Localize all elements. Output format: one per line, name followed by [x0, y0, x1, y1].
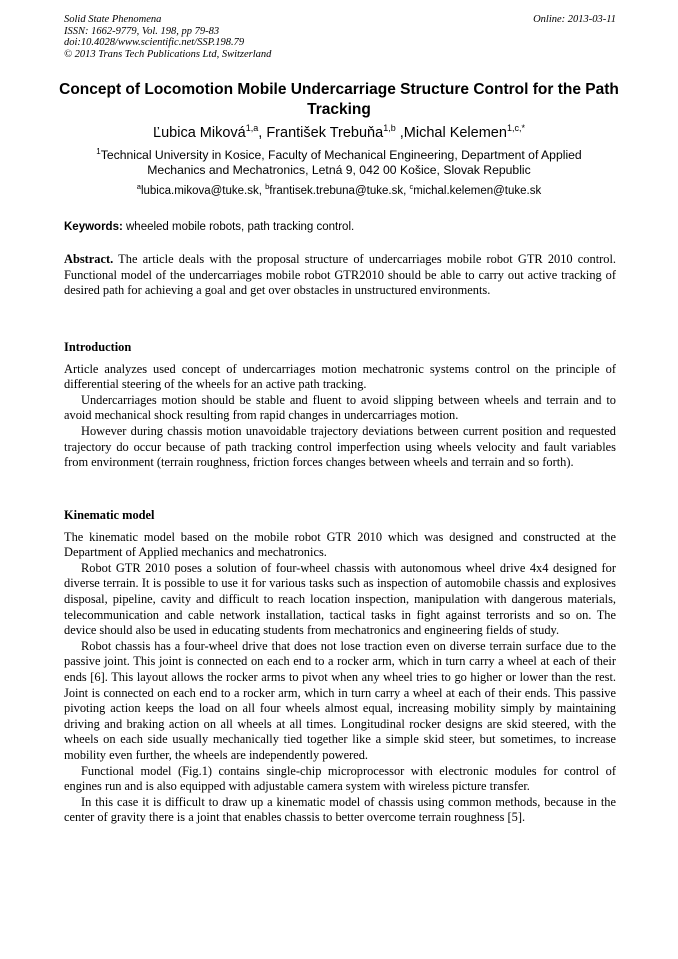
- email-sep: ,: [258, 185, 266, 197]
- author-sup: 1,c,*: [506, 123, 525, 133]
- author-list: [40, 124, 638, 142]
- abstract-section: [64, 252, 616, 299]
- affiliation: [50, 148, 628, 178]
- email-address: frantisek.trebuna@tuke.sk: [269, 185, 404, 197]
- author-name: Ľubica Miková: [153, 125, 246, 141]
- abstract-paragraph: [64, 252, 616, 299]
- keywords-label: Keywords:: [64, 221, 123, 233]
- affiliation-line: Mechanics and Mechatronics, Letná 9, 042 00 Košice, Slovak Republic: [147, 163, 531, 177]
- paragraph: Functional model (Fig.1) contains single-chip microprocessor with electronic modules for control of engines run and is also equipped with adjustable camera system with wireless picture transfer.: [64, 763, 616, 794]
- author-name: Michal Kelemen: [403, 125, 507, 141]
- paragraph: Undercarriages motion should be stable and fluent to avoid slipping between wheels and terrain and to avoid mechanical shock resulting from rapid changes in undercarriages motion.: [64, 392, 616, 423]
- journal-name: Solid State Phenomena: [64, 14, 162, 25]
- paragraph: In this case it is difficult to draw up a kinematic model of chassis using common methods, because in the center of gravity there is a joint that enables chassis to better overcome terrain roughness [5].: [64, 794, 616, 825]
- author-sep: ,: [395, 125, 404, 141]
- paragraph: However during chassis motion unavoidable trajectory deviations between current position and requested trajectory do occur because of path tracking control imperfection using wheels velocity and fault variables from environment (terrain roughness, friction forces changes between wheels and terrain and so forth).: [64, 423, 616, 470]
- email-sup: b: [265, 182, 270, 191]
- section-heading: Introduction: [64, 340, 132, 354]
- affiliation-line: [50, 148, 628, 163]
- keywords: [64, 220, 616, 234]
- email-list: [40, 184, 638, 198]
- affiliation-sup: 1: [96, 147, 101, 156]
- paragraph: Article analyzes used concept of undercarriages motion mechatronic systems control on the principle of differential steering of the wheels for an active path tracking.: [64, 361, 616, 392]
- email-address: lubica.mikova@tuke.sk: [140, 185, 259, 197]
- abstract-label: Abstract.: [64, 252, 114, 266]
- keywords-text: wheeled mobile robots, path tracking control.: [122, 221, 355, 233]
- affiliation-text: Technical University in Kosice, Faculty of Mechanical Engineering, Department of Applied: [100, 148, 582, 162]
- paragraph: The kinematic model based on the mobile robot GTR 2010 which was designed and constructed at the Department of Applied mechanics and mechatronics.: [64, 529, 616, 560]
- paragraph: Robot GTR 2010 poses a solution of four-wheel chassis with autonomous wheel drive 4x4 designed for diverse terrain. It is possible to use it for various tasks such as inspection of automobile chassis and explosives disposal, pipeline, cavity and difficult to reach location inspection, manipulation with dangerous materials, telecommunication and cable network installation, tactical tasks in fight against terrorists and so on. The device should also be used in educating students from mechatronics and engineering fields of study.: [64, 560, 616, 638]
- issn-line: ISSN: 1662-9779, Vol. 198, pp 79-83: [64, 25, 220, 37]
- paragraph: Robot chassis has a four-wheel drive that does not lose traction even on diverse terrain surface due to the passive joint. This joint is connected on each end to a rocker arm, which in turn carry a wheel at each of their ends [6]. This layout allows the rocker arms to pivot when any wheel tries to go higher or lower than the rest. Joint is connected on each end to a rocker arm, which in turn carry a wheel at each of their ends. This passive pivoting action keeps the load on all four wheels almost equal, increasing mobility simply by maintaining driving and braking action on all wheels at all times. Longitudinal rocker designs are skid steered, with the wheels on each side usually mechanically tied together like a simple skid steer, but sometimes, to increase mobility even further, the wheels are independently powered.: [64, 638, 616, 762]
- email-sep: ,: [403, 185, 410, 197]
- author-sep: ,: [258, 125, 267, 141]
- online-date: Online: 2013-03-11: [533, 14, 616, 25]
- author-name: František Trebuňa: [266, 125, 384, 141]
- section-heading: Kinematic model: [64, 508, 155, 522]
- journal-meta: [64, 14, 616, 60]
- email-sup: a: [136, 182, 141, 191]
- paper-title: Concept of Locomotion Mobile Undercarriage Structure Control for the Path Tracking: [59, 81, 619, 118]
- abstract-text: The article deals with the proposal structure of undercarriages mobile robot GTR 2010 control. Functional model of the undercarriages mobile robot GTR2010 should be able to carry out active tracking of desired path for achieving a goal and get over obstacles in unstructured environments.: [64, 252, 616, 298]
- email-sup: c: [409, 182, 414, 191]
- author-sup: 1,b: [383, 123, 396, 133]
- copyright-line: © 2013 Trans Tech Publications Ltd, Switzerland: [64, 48, 272, 60]
- email-address: michal.kelemen@tuke.sk: [413, 185, 542, 197]
- author-sup: 1,a: [245, 123, 259, 133]
- kinematic-section: [64, 508, 616, 826]
- introduction-section: [64, 340, 616, 471]
- doi-line: doi:10.4028/www.scientific.net/SSP.198.79: [64, 37, 245, 48]
